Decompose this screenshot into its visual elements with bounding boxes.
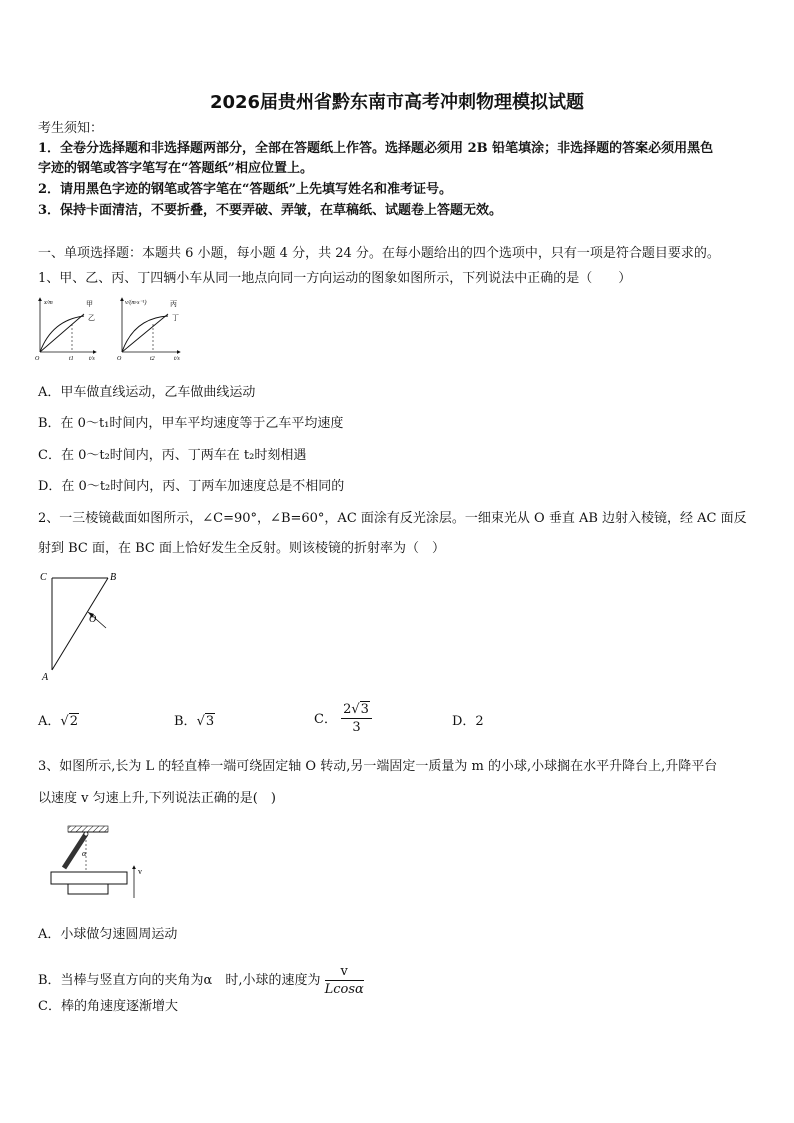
q2-stem-1: 2、一三棱镜截面如图所示，∠C=90°，∠B=60°，AC 面涂有反光涂层。一细束光从 O 垂直 AB 边射入棱镜，经 AC 面反 [38,511,747,526]
q1-stem: 1、甲、乙、丙、丁四辆小车从同一地点向同一方向运动的图象如图所示，下列说法中正确的是（ ） [38,271,632,286]
right-xlabel: t/s [174,356,180,362]
left-xlabel: t/s [89,356,95,362]
label-ding: 丁 [172,314,179,322]
q2-stem-2: 射到 BC 面，在 BC 面上恰好发生全反射。则该棱镜的折射率为（ ） [38,541,446,556]
q1-option-a: A．甲车做直线运动，乙车做曲线运动 [38,385,256,400]
q2-option-a: A．√2 [38,714,78,729]
page-title: 2026届贵州省黔东南市高考冲刺物理模拟试题 [209,92,585,113]
label-bing: 丙 [170,300,177,308]
notice-heading: 考生须知： [38,121,104,136]
q3-stem-1: 3、如图所示,长为 L 的轻直棒一端可绕固定轴 O 转动,另一端固定一质量为 m 的小球,小球搁在水平升降台上,升降平台 [38,759,718,774]
q2-option-d: D．2 [452,714,484,729]
right-tick: t2 [150,356,155,362]
label-yi: 乙 [88,314,95,322]
left-ylabel: x/m [44,300,53,306]
notice-item-3: 3．保持卡面清洁，不要折叠，不要弄破、弄皱，在草稿纸、试题卷上答题无效。 [38,203,503,218]
q3-option-c: C．棒的角速度逐渐增大 [38,999,178,1014]
q1-option-b: B．在 0～t₁时间内，甲车平均速度等于乙车平均速度 [38,416,344,431]
q1-option-d: D．在 0～t₂时间内，丙、丁两车加速度总是不相同的 [38,479,345,494]
q2-option-b: B．√3 [174,714,215,729]
label-b: B [110,572,117,583]
q3-stem-2: 以速度 v 匀速上升,下列说法正确的是( ) [38,791,276,806]
label-jia: 甲 [86,300,93,308]
q3-option-b: B．当棒与竖直方向的夹角为α 时,小球的速度为 $\frac{v}{Lcos\alpha}$ [38,964,364,997]
q3-option-b-fraction: $\frac{v}{Lcos\alpha}$ [324,964,364,997]
label-v: v [138,867,142,876]
q2-option-c: C． $\frac{2√3}{3}$ [314,702,372,737]
q3-option-a: A．小球做匀速圆周运动 [38,927,178,942]
q1-graphs [34,296,194,364]
label-alpha: α [82,849,87,858]
section-heading: 一、单项选择题：本题共 6 小题，每小题 4 分，共 24 分。在每小题给出的四个选项中，只有一项是符合题目要求的。 [38,246,720,261]
notice-item-1: 1．全卷分选择题和非选择题两部分，全部在答题纸上作答。选择题必须用 2B 铅笔填涂；非选择题的答案必须用黑色 [38,141,714,156]
label-o: O [89,614,97,625]
label-c: C [40,572,47,583]
q2-prism-figure [36,566,126,688]
q1-option-c: C．在 0～t₂时间内，丙、丁两车在 t₂时刻相遇 [38,448,307,463]
right-ylabel: v/(m·s⁻¹) [125,300,147,306]
left-tick: t1 [69,356,74,362]
notice-item-1-cont: 字迹的钢笔或答字笔写在“答题纸”相应位置上。 [38,161,313,176]
notice-item-2: 2．请用黑色字迹的钢笔或答字笔在“答题纸”上先填写姓名和准考证号。 [38,182,453,197]
right-origin: O [117,356,122,362]
label-a: A [42,672,49,683]
left-origin: O [35,356,40,362]
q2-option-c-fraction: $\frac{2√3}{3}$ [341,702,372,737]
q3-rod-platform-figure [46,822,156,910]
